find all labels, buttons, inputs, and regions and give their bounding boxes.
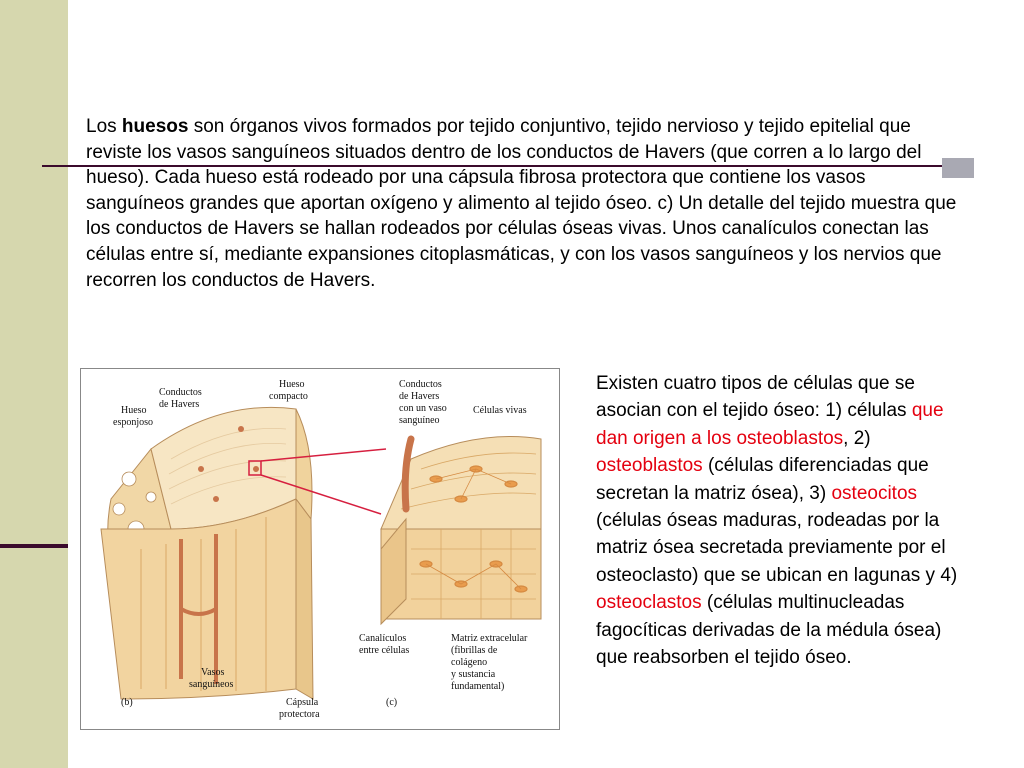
label-matriz-3: colágeno bbox=[451, 657, 488, 668]
keyword-huesos: huesos bbox=[121, 116, 189, 137]
label-matriz-5: fundamental) bbox=[451, 681, 505, 692]
label-compacto-2: compacto bbox=[269, 391, 308, 402]
tissue-detail-diagram bbox=[381, 437, 541, 625]
label-conductos-1: Conductos bbox=[159, 387, 202, 398]
highlight-origin: que dan origen a los osteoblastos bbox=[596, 400, 944, 449]
left-decor-bar bbox=[0, 0, 68, 768]
highlight-osteocitos: osteocitos bbox=[831, 482, 918, 504]
label-compacto-1: Hueso bbox=[279, 379, 305, 390]
label-esponjoso-1: Hueso bbox=[121, 405, 147, 416]
label-canaliculos-1: Canalículos bbox=[359, 633, 407, 644]
label-matriz-1: Matriz extracelular bbox=[451, 633, 528, 644]
bone-section-diagram bbox=[101, 407, 313, 699]
bone-structure-figure bbox=[80, 368, 560, 730]
label-celulas-vivas: Células vivas bbox=[473, 405, 527, 416]
label-c: (c) bbox=[386, 697, 398, 708]
label-matriz-2: (fibrillas de bbox=[451, 645, 498, 656]
left-accent-rule bbox=[0, 544, 68, 548]
label-matriz-4: y sustancia bbox=[451, 669, 496, 680]
label-capsula-1: Cápsula bbox=[286, 697, 319, 708]
highlight-osteoblastos: osteoblastos bbox=[596, 455, 703, 477]
label-conductos-vaso-1: Conductos bbox=[399, 379, 442, 390]
label-canaliculos-2: entre células bbox=[359, 645, 410, 656]
label-esponjoso-2: esponjoso bbox=[113, 417, 153, 428]
label-vasos-2: sanguíneos bbox=[189, 679, 234, 690]
intro-paragraph: Los huesos son órganos vivos formados por tejido conjuntivo, tejido nervioso y tejido epitelial que reviste los vasos sanguíneos situados dentro de los conductos de Havers (que corren a lo largo del hueso). Cada hueso está rodeado por una cápsula fibrosa protectora que contiene los vasos sanguíneos grandes que aportan oxígeno y alimento al tejido óseo. c) Un detalle del tejido muestra que los conductos de Havers se hallan rodeados por células óseas vivas. Unos canalículos conectan las células entre sí, mediante expansiones citoplasmáticas, y con los vasos sanguíneos y los nervios que recorren los conductos de Havers. bbox=[86, 116, 957, 291]
label-vasos-1: Vasos bbox=[201, 667, 225, 678]
highlight-osteoclastos: osteoclastos bbox=[596, 592, 702, 614]
label-conductos-vaso-3: con un vaso bbox=[399, 403, 447, 414]
label-b: (b) bbox=[121, 697, 133, 708]
label-conductos-vaso-2: de Havers bbox=[399, 391, 440, 402]
label-capsula-2: protectora bbox=[279, 709, 320, 720]
label-conductos-vaso-4: sanguíneo bbox=[399, 415, 440, 426]
label-conductos-2: de Havers bbox=[159, 399, 200, 410]
cell-types-paragraph: Existen cuatro tipos de células que se asocian con el tejido óseo: 1) células que dan origen a los osteoblastos, 2) osteoblastos (células diferenciadas que secretan la matriz ósea), 3) osteocitos (células óseas maduras, rodeadas por la matriz ósea secretada previamente por el osteoclasto) que se ubican en lagunas y 4) osteoclastos (células multinucleadas fagocíticas derivadas de la médula ósea) que reabsorben el tejido óseo. bbox=[596, 373, 958, 669]
